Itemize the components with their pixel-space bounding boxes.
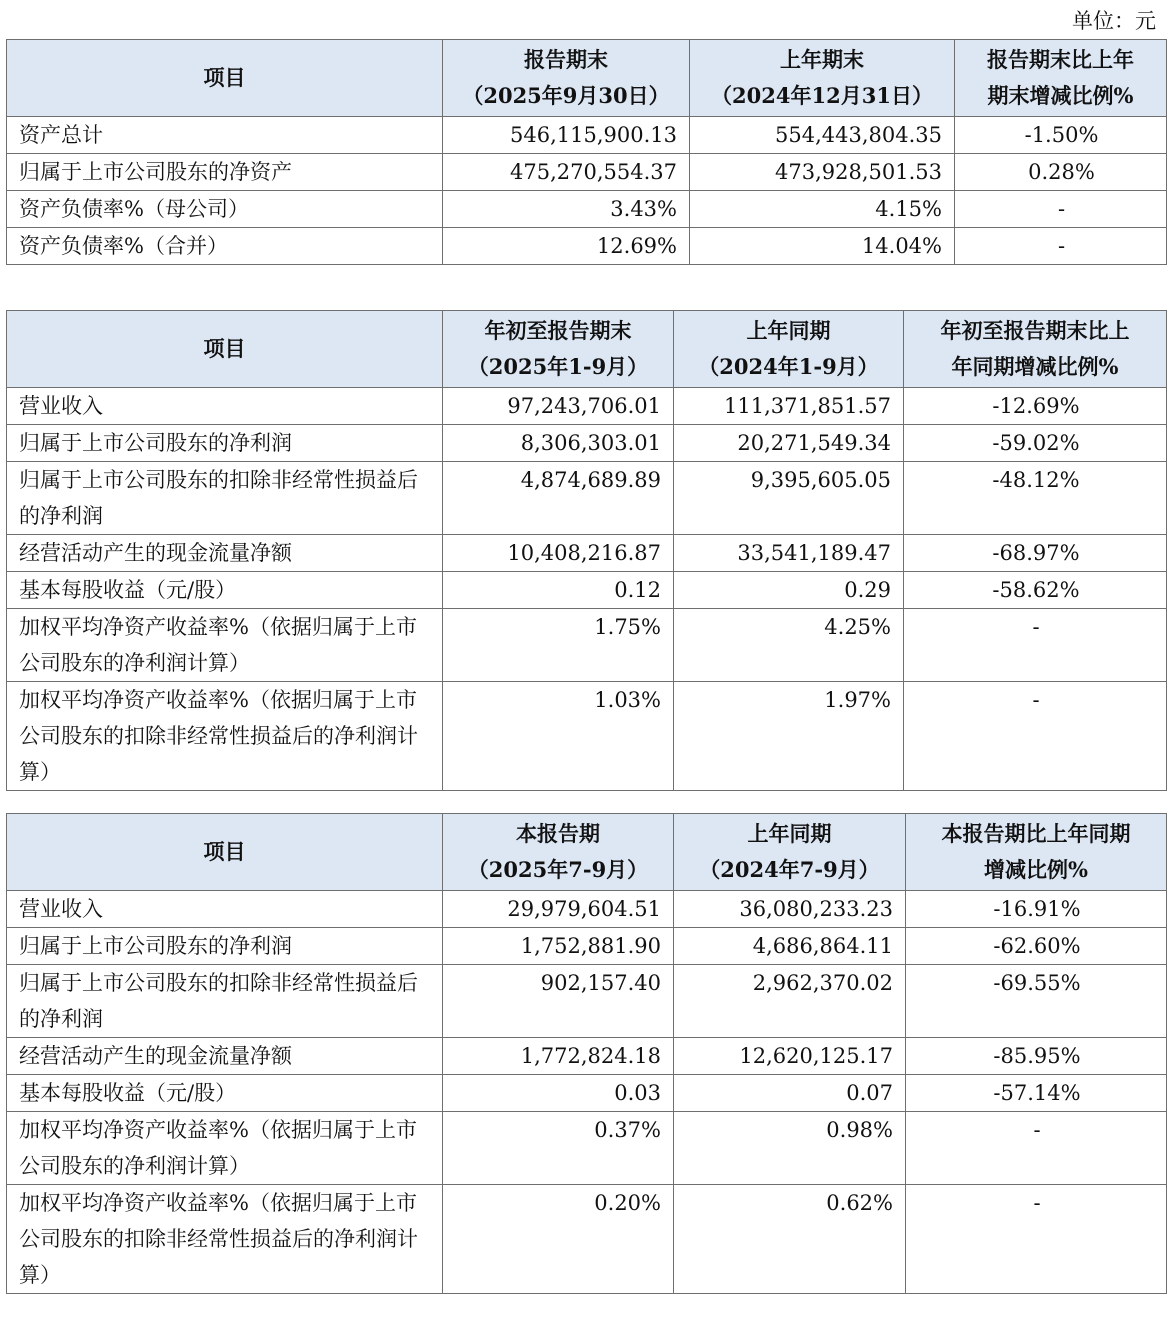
table-row <box>7 1185 1167 1294</box>
row-prior-value: 20,271,549.34 <box>674 425 904 462</box>
row-prior-value: 0.62% <box>674 1185 906 1294</box>
header-line: （2024年1-9月） <box>698 354 879 379</box>
header-item: 项目 <box>7 814 443 891</box>
row-label: 经营活动产生的现金流量净额 <box>7 535 443 572</box>
row-label: 经营活动产生的现金流量净额 <box>7 1038 443 1075</box>
header-line: （2025年1-9月） <box>467 354 649 379</box>
header-line: 本报告期比上年同期 <box>941 821 1131 846</box>
header-prior-period <box>674 814 906 891</box>
header-change <box>906 814 1167 891</box>
row-label: 归属于上市公司股东的扣除非经常性损益后的净利润 <box>7 462 443 535</box>
row-change-value: -16.91% <box>906 891 1167 928</box>
row-current-value: 4,874,689.89 <box>443 462 674 535</box>
header-prior-period <box>690 40 955 117</box>
table-row <box>7 425 1167 462</box>
row-change-value: - <box>955 228 1167 265</box>
row-label: 加权平均净资产收益率%（依据归属于上市公司股东的净利润计算） <box>7 1112 443 1185</box>
header-line: （2025年7-9月） <box>467 857 649 882</box>
table-row <box>7 228 1167 265</box>
row-current-value: 1,772,824.18 <box>443 1038 674 1075</box>
row-label: 归属于上市公司股东的净资产 <box>7 154 443 191</box>
header-line: 年初至报告期末比上 <box>940 318 1130 343</box>
table-header-row <box>7 40 1167 117</box>
table-body <box>7 891 1167 1294</box>
quarter-income-table <box>6 813 1167 1294</box>
row-change-value: -12.69% <box>904 388 1167 425</box>
row-change-value: - <box>906 1112 1167 1185</box>
row-change-value: -57.14% <box>906 1075 1167 1112</box>
row-current-value: 1.75% <box>443 609 674 682</box>
row-prior-value: 33,541,189.47 <box>674 535 904 572</box>
header-line: 年初至报告期末 <box>484 318 632 343</box>
table-row <box>7 535 1167 572</box>
row-current-value: 0.20% <box>443 1185 674 1294</box>
table-row <box>7 1038 1167 1075</box>
table-row <box>7 117 1167 154</box>
row-prior-value: 0.07 <box>674 1075 906 1112</box>
table-header-row <box>7 311 1167 388</box>
row-change-value: -85.95% <box>906 1038 1167 1075</box>
row-current-value: 10,408,216.87 <box>443 535 674 572</box>
table-row <box>7 928 1167 965</box>
row-prior-value: 4.15% <box>690 191 955 228</box>
row-label: 加权平均净资产收益率%（依据归属于上市公司股东的扣除非经常性损益后的净利润计算） <box>7 1185 443 1294</box>
header-item: 项目 <box>7 40 443 117</box>
row-change-value: -62.60% <box>906 928 1167 965</box>
header-current-period <box>443 40 690 117</box>
table-header-row <box>7 814 1167 891</box>
table-row <box>7 1112 1167 1185</box>
row-current-value: 475,270,554.37 <box>443 154 690 191</box>
table-row <box>7 965 1167 1038</box>
header-line: （2025年9月30日） <box>462 83 670 108</box>
row-change-value: 0.28% <box>955 154 1167 191</box>
row-current-value: 8,306,303.01 <box>443 425 674 462</box>
header-prior-period <box>674 311 904 388</box>
row-prior-value: 36,080,233.23 <box>674 891 906 928</box>
header-line: 上年同期 <box>747 821 832 846</box>
row-current-value: 0.37% <box>443 1112 674 1185</box>
table-body <box>7 117 1167 265</box>
row-change-value: -59.02% <box>904 425 1167 462</box>
row-label: 加权平均净资产收益率%（依据归属于上市公司股东的扣除非经常性损益后的净利润计算） <box>7 682 443 791</box>
row-label: 资产负债率%（母公司） <box>7 191 443 228</box>
row-prior-value: 4.25% <box>674 609 904 682</box>
header-change <box>955 40 1167 117</box>
row-change-value: - <box>904 682 1167 791</box>
row-current-value: 0.12 <box>443 572 674 609</box>
row-prior-value: 9,395,605.05 <box>674 462 904 535</box>
header-line: 上年期末 <box>780 47 864 72</box>
row-change-value: - <box>904 609 1167 682</box>
table-row <box>7 462 1167 535</box>
table-row <box>7 191 1167 228</box>
header-line: 本报告期 <box>516 821 600 846</box>
row-label: 归属于上市公司股东的净利润 <box>7 928 443 965</box>
row-label: 归属于上市公司股东的净利润 <box>7 425 443 462</box>
header-current-period <box>443 814 674 891</box>
header-line: 期末增减比例% <box>987 83 1134 108</box>
header-line: 报告期末比上年 <box>987 47 1134 72</box>
header-line: 增减比例% <box>984 857 1088 882</box>
header-line: 上年同期 <box>746 318 831 343</box>
table-row <box>7 154 1167 191</box>
row-current-value: 29,979,604.51 <box>443 891 674 928</box>
row-change-value: -1.50% <box>955 117 1167 154</box>
table-row <box>7 682 1167 791</box>
row-label: 加权平均净资产收益率%（依据归属于上市公司股东的净利润计算） <box>7 609 443 682</box>
table-row <box>7 1075 1167 1112</box>
row-prior-value: 4,686,864.11 <box>674 928 906 965</box>
row-label: 营业收入 <box>7 388 443 425</box>
row-current-value: 1.03% <box>443 682 674 791</box>
row-change-value: -69.55% <box>906 965 1167 1038</box>
row-label: 基本每股收益（元/股） <box>7 572 443 609</box>
header-line: 年同期增减比例% <box>951 354 1119 379</box>
row-prior-value: 473,928,501.53 <box>690 154 955 191</box>
row-change-value: -68.97% <box>904 535 1167 572</box>
row-label: 资产总计 <box>7 117 443 154</box>
row-prior-value: 0.29 <box>674 572 904 609</box>
row-current-value: 0.03 <box>443 1075 674 1112</box>
row-label: 资产负债率%（合并） <box>7 228 443 265</box>
table-row <box>7 609 1167 682</box>
row-current-value: 3.43% <box>443 191 690 228</box>
row-prior-value: 14.04% <box>690 228 955 265</box>
ytd-income-table <box>6 310 1167 791</box>
row-prior-value: 12,620,125.17 <box>674 1038 906 1075</box>
row-change-value: - <box>906 1185 1167 1294</box>
header-line: （2024年7-9月） <box>699 857 880 882</box>
table-body <box>7 388 1167 791</box>
table-row <box>7 388 1167 425</box>
row-current-value: 12.69% <box>443 228 690 265</box>
row-prior-value: 1.97% <box>674 682 904 791</box>
header-line: 报告期末 <box>524 47 608 72</box>
row-change-value: -48.12% <box>904 462 1167 535</box>
row-current-value: 1,752,881.90 <box>443 928 674 965</box>
table-row <box>7 572 1167 609</box>
row-prior-value: 2,962,370.02 <box>674 965 906 1038</box>
row-prior-value: 111,371,851.57 <box>674 388 904 425</box>
row-current-value: 97,243,706.01 <box>443 388 674 425</box>
header-current-period <box>443 311 674 388</box>
unit-label: 单位：元 <box>1072 9 1156 33</box>
balance-sheet-table <box>6 39 1167 265</box>
row-change-value: - <box>955 191 1167 228</box>
row-prior-value: 554,443,804.35 <box>690 117 955 154</box>
row-label: 基本每股收益（元/股） <box>7 1075 443 1112</box>
header-item: 项目 <box>7 311 443 388</box>
row-label: 归属于上市公司股东的扣除非经常性损益后的净利润 <box>7 965 443 1038</box>
header-line: （2024年12月31日） <box>711 83 933 108</box>
row-label: 营业收入 <box>7 891 443 928</box>
table-row <box>7 891 1167 928</box>
row-current-value: 546,115,900.13 <box>443 117 690 154</box>
row-prior-value: 0.98% <box>674 1112 906 1185</box>
row-current-value: 902,157.40 <box>443 965 674 1038</box>
header-change <box>904 311 1167 388</box>
row-change-value: -58.62% <box>904 572 1167 609</box>
